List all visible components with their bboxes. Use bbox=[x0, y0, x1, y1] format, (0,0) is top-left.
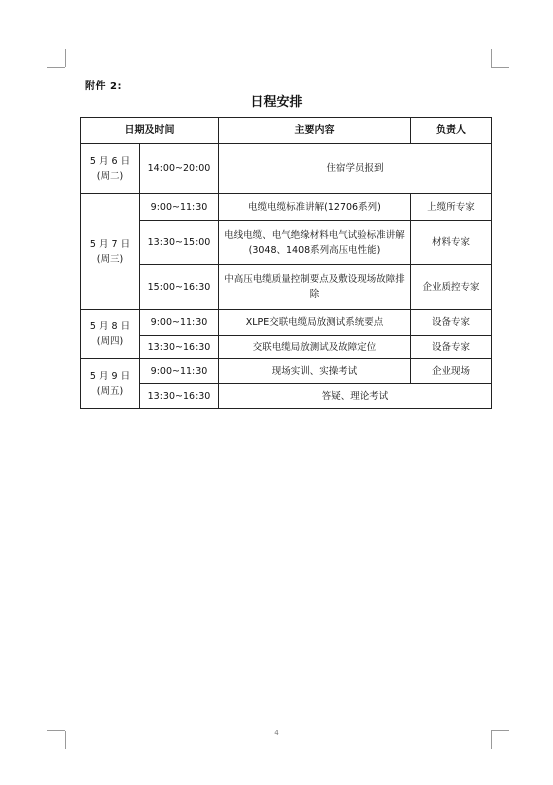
content-cell: XLPE交联电缆局放测试系统要点 bbox=[219, 310, 411, 336]
table-row bbox=[81, 221, 492, 265]
weekday-text: (周二) bbox=[96, 170, 124, 182]
weekday-text: (周四) bbox=[96, 336, 124, 347]
time-cell: 13:30~16:30 bbox=[140, 384, 219, 409]
weekday-text: (周五) bbox=[96, 385, 124, 397]
crop-mark bbox=[491, 67, 509, 68]
table-row bbox=[81, 384, 492, 409]
table-header-row bbox=[81, 118, 492, 144]
table-row bbox=[81, 144, 492, 194]
time-cell: 13:30~15:00 bbox=[140, 221, 219, 265]
owner-cell: 设备专家 bbox=[411, 310, 492, 336]
content-cell: 答疑、理论考试 bbox=[219, 384, 492, 409]
owner-cell: 企业现场 bbox=[411, 359, 492, 384]
weekday-text: (周三) bbox=[96, 253, 124, 265]
time-cell: 13:30~16:30 bbox=[140, 336, 219, 359]
column-header-date: 日期及时间 bbox=[81, 118, 219, 144]
date-cell bbox=[81, 310, 140, 359]
time-cell: 9:00~11:30 bbox=[140, 310, 219, 336]
owner-cell: 上缆所专家 bbox=[411, 194, 492, 221]
owner-cell: 企业质控专家 bbox=[411, 265, 492, 310]
crop-mark bbox=[491, 49, 492, 67]
page-title: 日程安排 bbox=[250, 95, 303, 110]
time-cell: 15:00~16:30 bbox=[140, 265, 219, 310]
time-cell: 14:00~20:00 bbox=[140, 144, 219, 194]
table-row bbox=[81, 310, 492, 336]
date-text: 5 月 6 日 bbox=[89, 155, 131, 167]
schedule-table bbox=[80, 117, 492, 409]
column-header-owner: 负责人 bbox=[411, 118, 492, 144]
page-number: 4 bbox=[274, 729, 279, 737]
table-row bbox=[81, 194, 492, 221]
crop-mark bbox=[65, 49, 66, 67]
crop-mark bbox=[47, 67, 65, 68]
date-cell bbox=[81, 194, 140, 310]
date-text: 5 月 7 日 bbox=[89, 238, 131, 250]
attachment-label: 附件 2: bbox=[85, 81, 122, 92]
content-cell: 中高压电缆质量控制要点及敷设现场故障排除 bbox=[219, 265, 411, 310]
content-cell: 电缆电缆标准讲解(12706系列) bbox=[219, 194, 411, 221]
table-row bbox=[81, 265, 492, 310]
date-cell bbox=[81, 144, 140, 194]
time-cell: 9:00~11:30 bbox=[140, 194, 219, 221]
table-row bbox=[81, 336, 492, 359]
content-cell: 交联电缆局放测试及故障定位 bbox=[219, 336, 411, 359]
owner-cell: 设备专家 bbox=[411, 336, 492, 359]
content-cell: 现场实训、实操考试 bbox=[219, 359, 411, 384]
date-cell bbox=[81, 359, 140, 409]
table-row bbox=[81, 359, 492, 384]
owner-cell: 材料专家 bbox=[411, 221, 492, 265]
column-header-content: 主要内容 bbox=[219, 118, 411, 144]
date-text: 5 月 8 日 bbox=[89, 321, 131, 332]
date-text: 5 月 9 日 bbox=[89, 370, 131, 382]
content-cell: 住宿学员报到 bbox=[219, 144, 492, 194]
time-cell: 9:00~11:30 bbox=[140, 359, 219, 384]
content-cell: 电线电缆、电气绝缘材料电气试验标准讲解(3048、1408系列高压电性能) bbox=[219, 221, 411, 265]
